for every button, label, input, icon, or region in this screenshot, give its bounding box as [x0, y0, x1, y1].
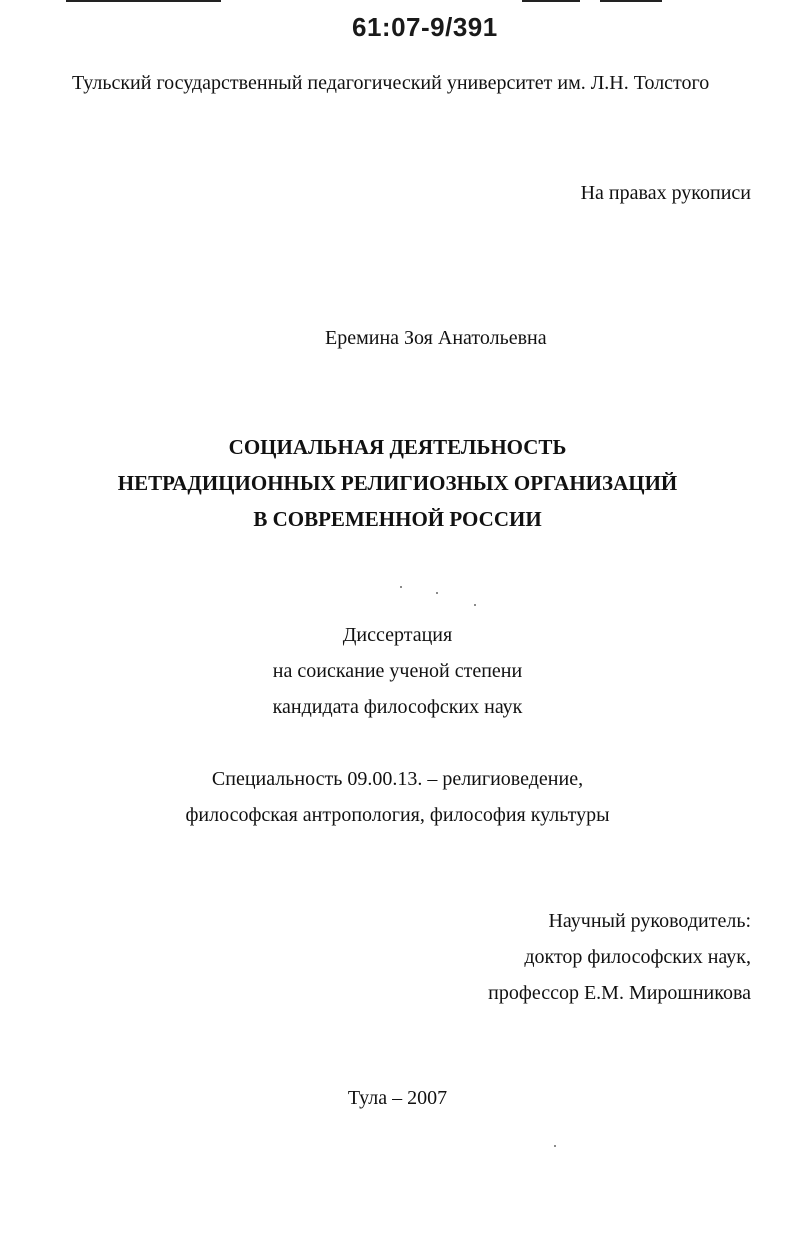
scan-speck [400, 586, 402, 588]
manuscript-rights-note: На правах рукописи [580, 182, 751, 204]
dissertation-title [0, 429, 795, 537]
university-name: Тульский государственный педагогический университет им. Л.Н. Толстого [72, 72, 710, 94]
library-stamp-number: 61:07-9/391 [352, 12, 498, 42]
city-and-year: Тула – 2007 [347, 1087, 448, 1109]
author-name: Еремина Зоя Анатольевна [325, 327, 547, 349]
dissertation-degree-block [0, 617, 795, 725]
title-line-3: В СОВРЕМЕННОЙ РОССИИ [253, 507, 542, 531]
specialty-line-2: философская антропология, философия культуры [185, 804, 610, 826]
top-border-line-right [522, 0, 580, 2]
specialty-line-1: Специальность 09.00.13. – религиоведение, [211, 768, 584, 790]
advisor-line-2: доктор философских наук, [524, 946, 751, 968]
title-line-1: СОЦИАЛЬНАЯ ДЕЯТЕЛЬНОСТЬ [228, 435, 567, 459]
scan-speck [554, 1145, 556, 1147]
scientific-advisor-block [488, 903, 751, 1011]
degree-line-1: Диссертация [342, 624, 453, 646]
top-border-line-far-right [600, 0, 662, 2]
degree-line-2: на соискание ученой степени [272, 660, 523, 682]
advisor-line-1: Научный руководитель: [548, 910, 751, 932]
scan-speck [474, 604, 476, 606]
top-border-line-left [66, 0, 221, 2]
scan-speck [436, 592, 438, 594]
title-line-2: НЕТРАДИЦИОННЫХ РЕЛИГИОЗНЫХ ОРГАНИЗАЦИЙ [117, 471, 678, 495]
advisor-line-3: профессор Е.М. Мирошникова [488, 982, 751, 1004]
degree-line-3: кандидата философских наук [272, 696, 523, 718]
specialty-block [0, 761, 795, 833]
